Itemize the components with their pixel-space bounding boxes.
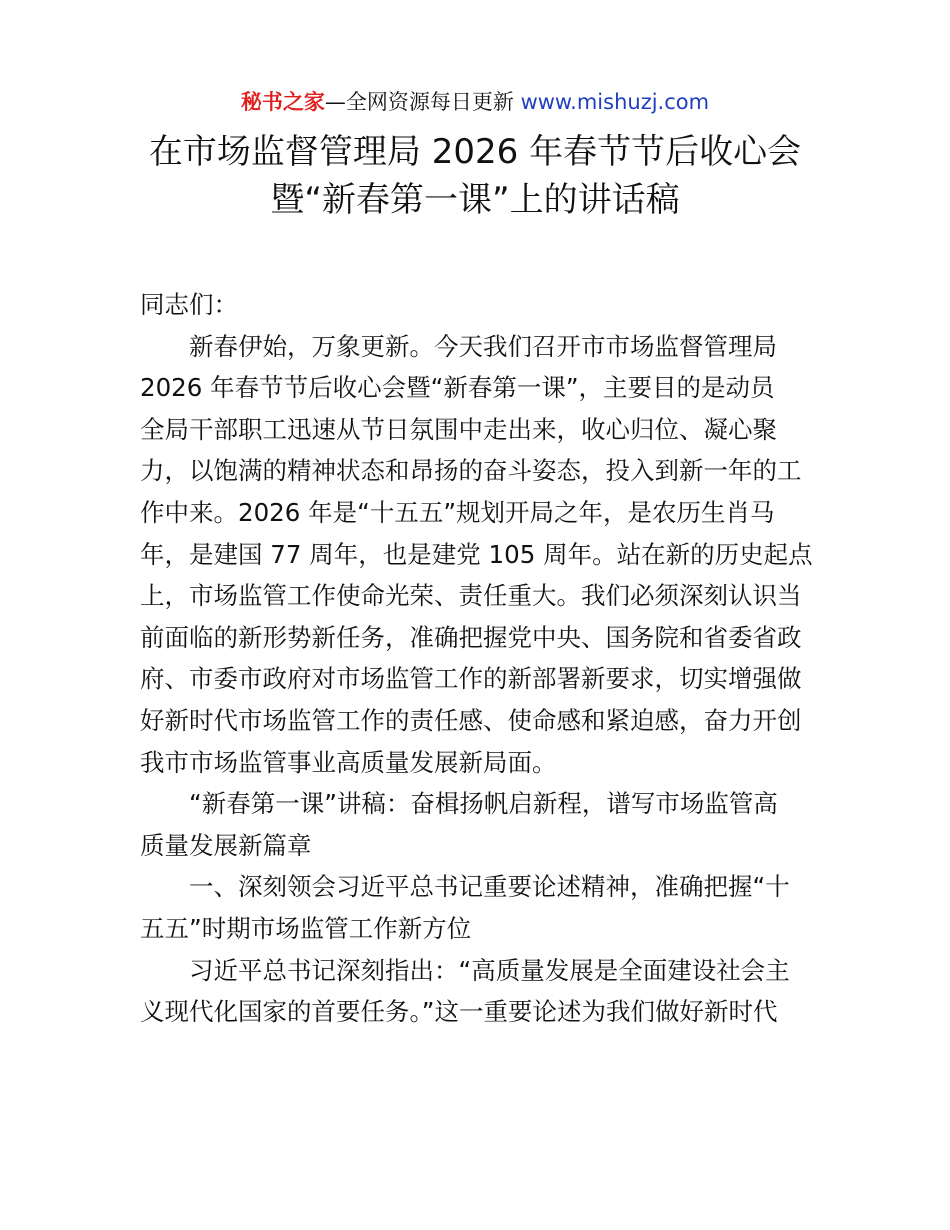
paragraph-line: 作中来。2026 年是“十五五”规划开局之年，是农历生肖马: [140, 497, 775, 527]
site-url-link[interactable]: www.mishuzj.com: [520, 90, 710, 114]
paragraph-line: 我市市场监管事业高质量发展新局面。: [140, 747, 557, 777]
title-line: 暨“新春第一课”上的讲话稿: [270, 180, 680, 220]
document-title: [60, 128, 890, 224]
paragraph-line: 好新时代市场监管工作的责任感、使命感和紧迫感，奋力开创: [140, 705, 802, 735]
paragraph-intro: [140, 326, 815, 784]
paragraph-line: 力，以饱满的精神状态和昂扬的奋斗姿态，投入到新一年的工: [140, 456, 802, 486]
document-body: [140, 284, 815, 1033]
paragraph-subtitle: [140, 783, 815, 866]
brand-name: 秘书之家: [240, 90, 325, 114]
paragraph-line: 2026 年春节节后收心会暨“新春第一课”，主要目的是动员: [140, 373, 775, 403]
paragraph-line: 前面临的新形势新任务，准确把握党中央、国务院和省委省政: [140, 622, 802, 652]
paragraph-line: 全局干部职工迅速从节日氛围中走出来，收心归位、凝心聚: [140, 414, 777, 444]
paragraph-line: “新春第一课”讲稿：奋楫扬帆启新程，谱写市场监管高: [189, 789, 778, 819]
header-tagline: —全网资源每日更新: [324, 90, 514, 114]
paragraph-line: 五五”时期市场监管工作新方位: [140, 913, 472, 943]
paragraph-line: 年，是建国 77 周年，也是建党 105 周年。站在新的历史起点: [140, 539, 813, 569]
section-heading-1: [140, 866, 815, 949]
paragraph-line: 义现代化国家的首要任务。”这一重要论述为我们做好新时代: [140, 997, 778, 1027]
salutation: 同志们：: [140, 290, 238, 319]
paragraph-line: 上，市场监管工作使命光荣、责任重大。我们必须深刻认识当: [140, 581, 802, 611]
site-header: [0, 86, 950, 118]
paragraph-line: 一、深刻领会习近平总书记重要论述精神，准确把握“十: [189, 872, 790, 902]
paragraph-line: 质量发展新篇章: [140, 830, 312, 860]
title-line: 在市场监督管理局 2026 年春节节后收心会: [148, 132, 802, 172]
paragraph-line: 习近平总书记深刻指出：“高质量发展是全面建设社会主: [189, 955, 790, 985]
paragraph-line: 府、市委市政府对市场监管工作的新部署新要求，切实增强做: [140, 664, 802, 694]
paragraph-line: 新春伊始，万象更新。今天我们召开市市场监督管理局: [189, 331, 777, 361]
paragraph-quote: [140, 950, 815, 1033]
